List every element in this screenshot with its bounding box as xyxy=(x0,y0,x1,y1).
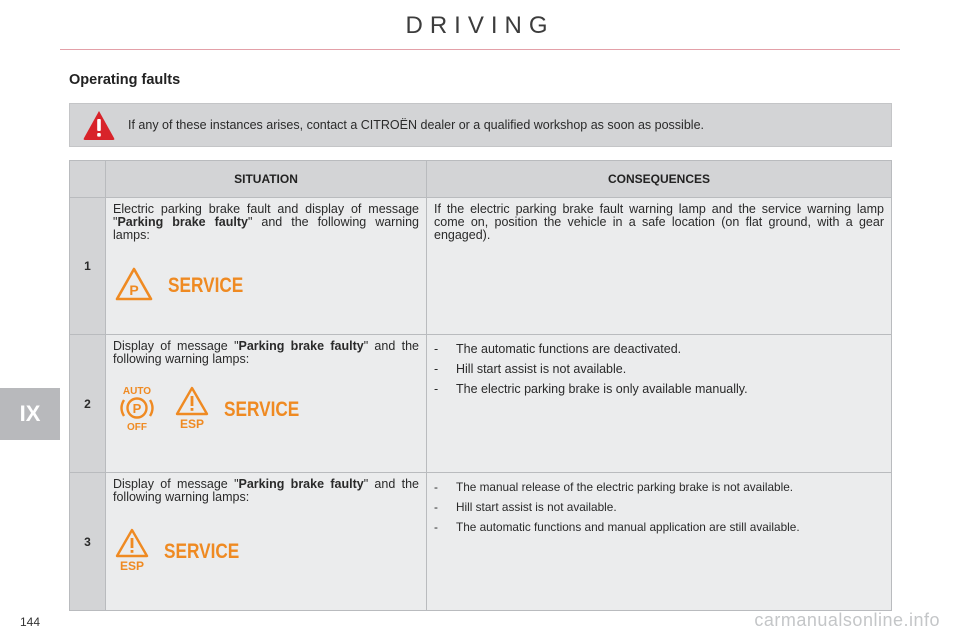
situation-text-start: Electric parking brake fault and display of message " xyxy=(113,202,419,229)
esp-label: ESP xyxy=(179,417,205,430)
situation-text-start: Display of message " xyxy=(113,339,239,353)
situation-text-start: Display of message " xyxy=(113,477,239,491)
list-item: - Hill start assist is not available. xyxy=(434,362,884,376)
row-number: 3 xyxy=(70,473,106,611)
section-heading: Operating faults xyxy=(69,72,181,88)
list-item: - Hill start assist is not available. xyxy=(434,500,884,514)
page-number: 144 xyxy=(20,615,41,629)
table-row xyxy=(70,473,892,611)
situation-cell xyxy=(106,198,427,335)
auto-label: AUTO xyxy=(122,386,152,397)
page-title: DRIVING xyxy=(405,12,555,39)
auto-p-off-icon xyxy=(114,384,160,435)
situation-cell xyxy=(106,335,427,473)
message-name: Parking brake faulty xyxy=(117,215,248,229)
message-name: Parking brake faulty xyxy=(238,477,364,491)
table-row xyxy=(70,335,892,473)
service-lamp: SERVICE xyxy=(168,273,244,297)
message-name: Parking brake faulty xyxy=(238,339,364,353)
warning-text: If any of these instances arises, contact a CITROËN dealer or a qualified workshop as soon as possible. xyxy=(128,118,704,132)
list-item: - The electric parking brake is only available manually. xyxy=(434,382,884,396)
consequence-list xyxy=(427,335,891,396)
table-header-row xyxy=(70,161,892,198)
row-number: 2 xyxy=(70,335,106,473)
column-header-situation: SITUATION xyxy=(106,161,427,198)
situation-text xyxy=(106,335,426,366)
situation-text-end: " and the following warning lamps: xyxy=(113,215,419,242)
warning-notice xyxy=(69,103,892,147)
esp-label: ESP xyxy=(119,559,145,572)
consequence-cell xyxy=(427,473,892,611)
list-item: - The automatic functions are deactivated. xyxy=(434,342,884,356)
situation-text-end: " and the following warning lamps: xyxy=(113,477,419,504)
parking-brake-p-icon xyxy=(114,266,154,305)
esp-warning-icon xyxy=(114,528,150,575)
watermark: carmanualsonline.info xyxy=(754,610,940,630)
service-lamp: SERVICE xyxy=(224,397,300,421)
off-label: OFF xyxy=(127,422,147,432)
situation-text xyxy=(106,473,426,504)
warning-triangle-icon xyxy=(82,109,116,146)
p-letter: P xyxy=(129,282,139,298)
consequence-text: If the electric parking brake fault warning lamp and the service warning lamp come on, position the vehicle in a safe location (on flat ground, with a gear engaged). xyxy=(434,202,884,242)
consequence-cell xyxy=(427,198,892,335)
header-divider xyxy=(60,49,900,50)
service-lamp: SERVICE xyxy=(164,539,240,563)
chapter-tab[interactable]: IX xyxy=(0,388,60,440)
situation-cell xyxy=(106,473,427,611)
warning-lamps xyxy=(106,384,426,435)
esp-warning-icon xyxy=(174,386,210,433)
p-letter: P xyxy=(132,401,142,416)
consequence-list xyxy=(427,473,891,534)
list-item: - The manual release of the electric parking brake is not available. xyxy=(434,480,884,494)
situation-text xyxy=(106,198,426,242)
column-header-number xyxy=(70,161,106,198)
warning-lamps xyxy=(106,266,426,305)
list-item: - The automatic functions and manual application are still available. xyxy=(434,520,884,534)
column-header-consequences: CONSEQUENCES xyxy=(427,161,892,198)
table-row xyxy=(70,198,892,335)
warning-lamps xyxy=(106,528,426,575)
row-number: 1 xyxy=(70,198,106,335)
situation-text-end: " and the following warning lamps: xyxy=(113,339,419,366)
operating-faults-table xyxy=(69,160,892,611)
consequence-cell xyxy=(427,335,892,473)
